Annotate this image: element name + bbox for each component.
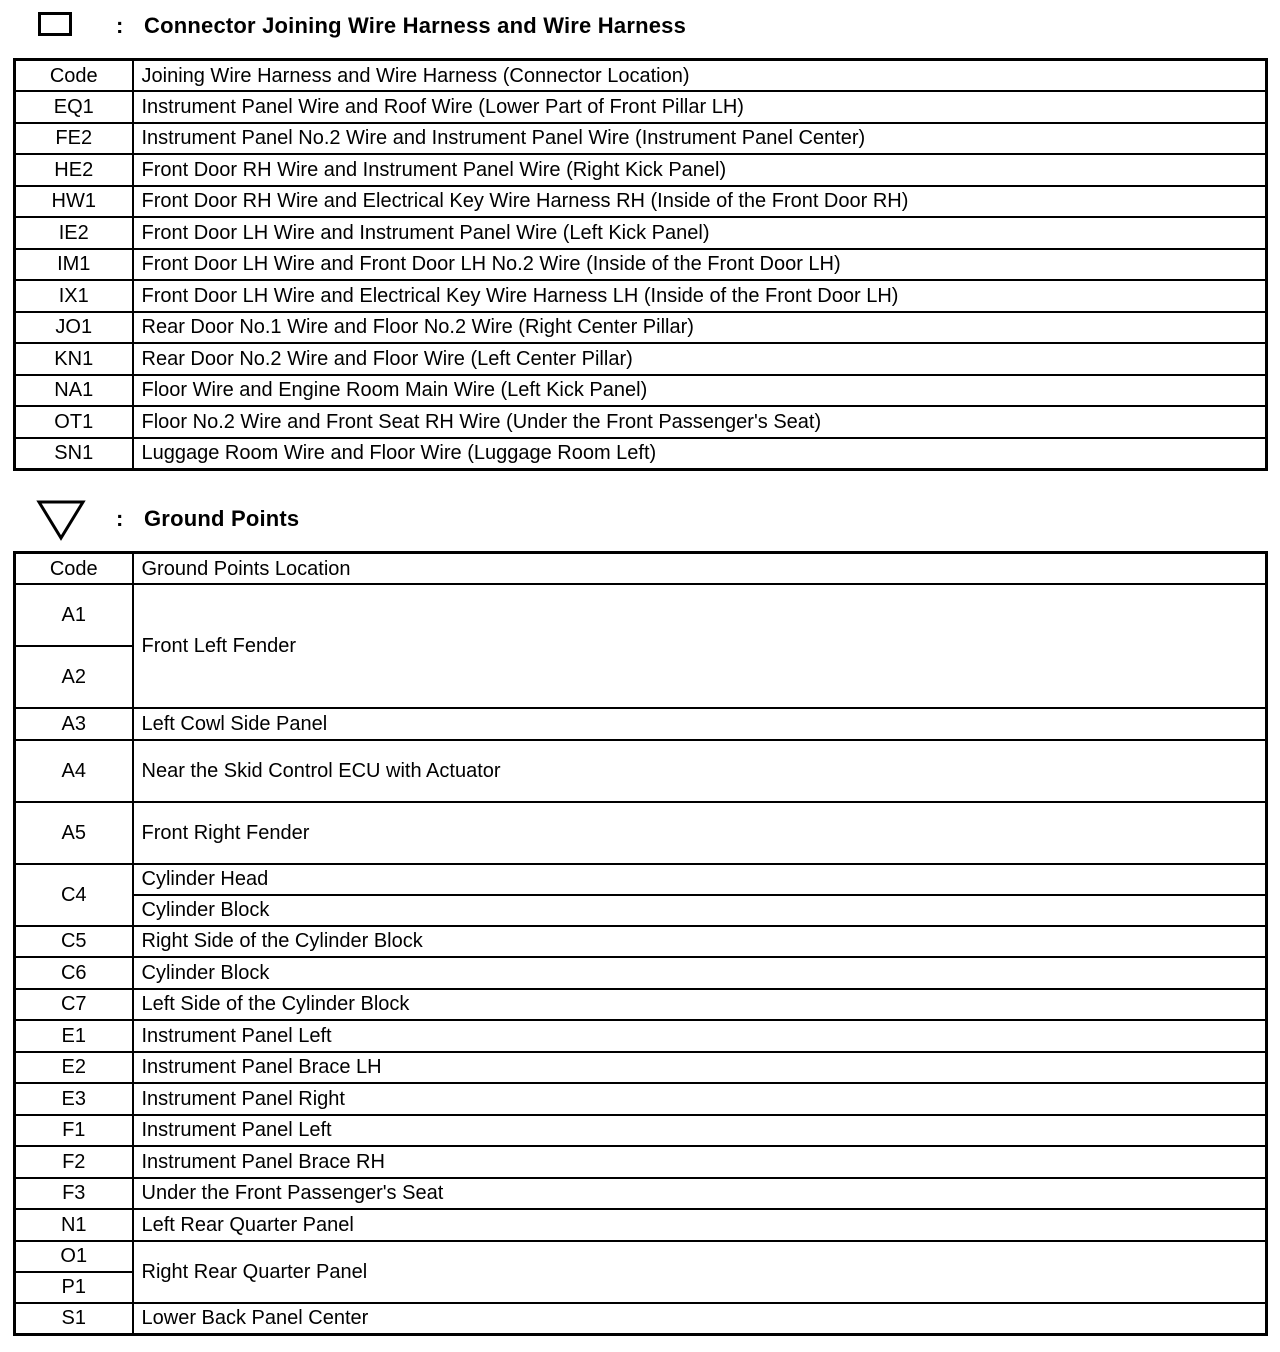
table-row — [15, 1209, 1267, 1241]
table-row — [15, 989, 1267, 1021]
down-triangle-icon — [36, 498, 86, 542]
code-cell: A1 — [15, 584, 133, 646]
table-row — [15, 584, 1267, 646]
code-cell: FE2 — [15, 123, 133, 155]
column-header-code: Code — [15, 553, 133, 585]
location-cell: Right Side of the Cylinder Block — [133, 926, 1267, 958]
section-title: Ground Points — [144, 506, 300, 531]
code-cell: S1 — [15, 1303, 133, 1335]
table-row — [15, 312, 1267, 344]
connector-section-heading — [0, 5, 1280, 45]
ground-section-heading — [0, 498, 1280, 538]
square-outline-icon — [38, 12, 72, 36]
location-cell: Floor Wire and Engine Room Main Wire (Left Kick Panel) — [133, 375, 1267, 407]
location-cell: Cylinder Head — [133, 864, 1267, 895]
location-cell: Front Right Fender — [133, 802, 1267, 864]
column-header-code: Code — [15, 60, 133, 92]
code-cell: NA1 — [15, 375, 133, 407]
table-row — [15, 217, 1267, 249]
location-cell: Front Door RH Wire and Electrical Key Wire Harness RH (Inside of the Front Door RH) — [133, 186, 1267, 218]
table-row — [15, 1146, 1267, 1178]
code-cell: IE2 — [15, 217, 133, 249]
location-cell: Front Door LH Wire and Instrument Panel Wire (Left Kick Panel) — [133, 217, 1267, 249]
location-cell: Instrument Panel Brace LH — [133, 1052, 1267, 1084]
code-cell: E3 — [15, 1083, 133, 1115]
location-cell: Front Left Fender — [133, 584, 1267, 708]
table-row — [15, 1115, 1267, 1147]
code-cell: HW1 — [15, 186, 133, 218]
code-cell: F3 — [15, 1178, 133, 1210]
table-row — [15, 438, 1267, 470]
code-cell: EQ1 — [15, 91, 133, 123]
location-cell: Floor No.2 Wire and Front Seat RH Wire (Under the Front Passenger's Seat) — [133, 406, 1267, 438]
location-cell: Instrument Panel No.2 Wire and Instrument Panel Wire (Instrument Panel Center) — [133, 123, 1267, 155]
location-cell: Near the Skid Control ECU with Actuator — [133, 740, 1267, 802]
location-cell: Left Side of the Cylinder Block — [133, 989, 1267, 1021]
table-row — [15, 1303, 1267, 1335]
table-row — [15, 802, 1267, 864]
table-row — [15, 186, 1267, 218]
table-header-row — [15, 553, 1267, 585]
table-row — [15, 406, 1267, 438]
connector-table — [13, 58, 1268, 471]
code-cell: KN1 — [15, 343, 133, 375]
location-cell: Cylinder Block — [133, 957, 1267, 989]
table-header-row — [15, 60, 1267, 92]
location-cell: Cylinder Block — [133, 895, 1267, 926]
table-row — [15, 1241, 1267, 1272]
table-row — [15, 375, 1267, 407]
location-cell: Instrument Panel Left — [133, 1020, 1267, 1052]
code-cell: C5 — [15, 926, 133, 958]
location-cell: Instrument Panel Left — [133, 1115, 1267, 1147]
code-cell: F1 — [15, 1115, 133, 1147]
table-row — [15, 895, 1267, 926]
table-row — [15, 926, 1267, 958]
code-cell: C7 — [15, 989, 133, 1021]
table-row — [15, 1083, 1267, 1115]
code-cell: A5 — [15, 802, 133, 864]
location-cell: Rear Door No.1 Wire and Floor No.2 Wire (Right Center Pillar) — [133, 312, 1267, 344]
ground-points-table — [13, 551, 1268, 1336]
location-cell: Left Rear Quarter Panel — [133, 1209, 1267, 1241]
code-cell: OT1 — [15, 406, 133, 438]
code-cell: P1 — [15, 1272, 133, 1303]
code-cell: E2 — [15, 1052, 133, 1084]
code-cell: HE2 — [15, 154, 133, 186]
column-header-location: Ground Points Location — [133, 553, 1267, 585]
section-title: Connector Joining Wire Harness and Wire Harness — [144, 13, 687, 38]
heading-colon: : — [116, 13, 124, 38]
code-cell: IX1 — [15, 280, 133, 312]
column-header-location: Joining Wire Harness and Wire Harness (Connector Location) — [133, 60, 1267, 92]
table-row — [15, 740, 1267, 802]
table-row — [15, 249, 1267, 281]
code-cell: A4 — [15, 740, 133, 802]
location-cell: Luggage Room Wire and Floor Wire (Luggage Room Left) — [133, 438, 1267, 470]
location-cell: Under the Front Passenger's Seat — [133, 1178, 1267, 1210]
code-cell: N1 — [15, 1209, 133, 1241]
table-row — [15, 280, 1267, 312]
table-row — [15, 708, 1267, 740]
code-cell: A3 — [15, 708, 133, 740]
code-cell: IM1 — [15, 249, 133, 281]
table-row — [15, 1178, 1267, 1210]
table-row — [15, 154, 1267, 186]
code-cell: A2 — [15, 646, 133, 708]
location-cell: Instrument Panel Right — [133, 1083, 1267, 1115]
table-row — [15, 91, 1267, 123]
code-cell: SN1 — [15, 438, 133, 470]
table-row — [15, 1020, 1267, 1052]
code-cell: E1 — [15, 1020, 133, 1052]
location-cell: Front Door LH Wire and Front Door LH No.2 Wire (Inside of the Front Door LH) — [133, 249, 1267, 281]
code-cell: JO1 — [15, 312, 133, 344]
location-cell: Right Rear Quarter Panel — [133, 1241, 1267, 1303]
code-cell: O1 — [15, 1241, 133, 1272]
location-cell: Front Door LH Wire and Electrical Key Wire Harness LH (Inside of the Front Door LH) — [133, 280, 1267, 312]
location-cell: Rear Door No.2 Wire and Floor Wire (Left Center Pillar) — [133, 343, 1267, 375]
heading-colon: : — [116, 506, 124, 531]
code-cell: C6 — [15, 957, 133, 989]
table-row — [15, 957, 1267, 989]
location-cell: Front Door RH Wire and Instrument Panel Wire (Right Kick Panel) — [133, 154, 1267, 186]
location-cell: Left Cowl Side Panel — [133, 708, 1267, 740]
table-row — [15, 123, 1267, 155]
table-row — [15, 864, 1267, 895]
location-cell: Lower Back Panel Center — [133, 1303, 1267, 1335]
code-cell: F2 — [15, 1146, 133, 1178]
code-cell: C4 — [15, 864, 133, 926]
location-cell: Instrument Panel Brace RH — [133, 1146, 1267, 1178]
location-cell: Instrument Panel Wire and Roof Wire (Lower Part of Front Pillar LH) — [133, 91, 1267, 123]
table-row — [15, 343, 1267, 375]
table-row — [15, 1052, 1267, 1084]
